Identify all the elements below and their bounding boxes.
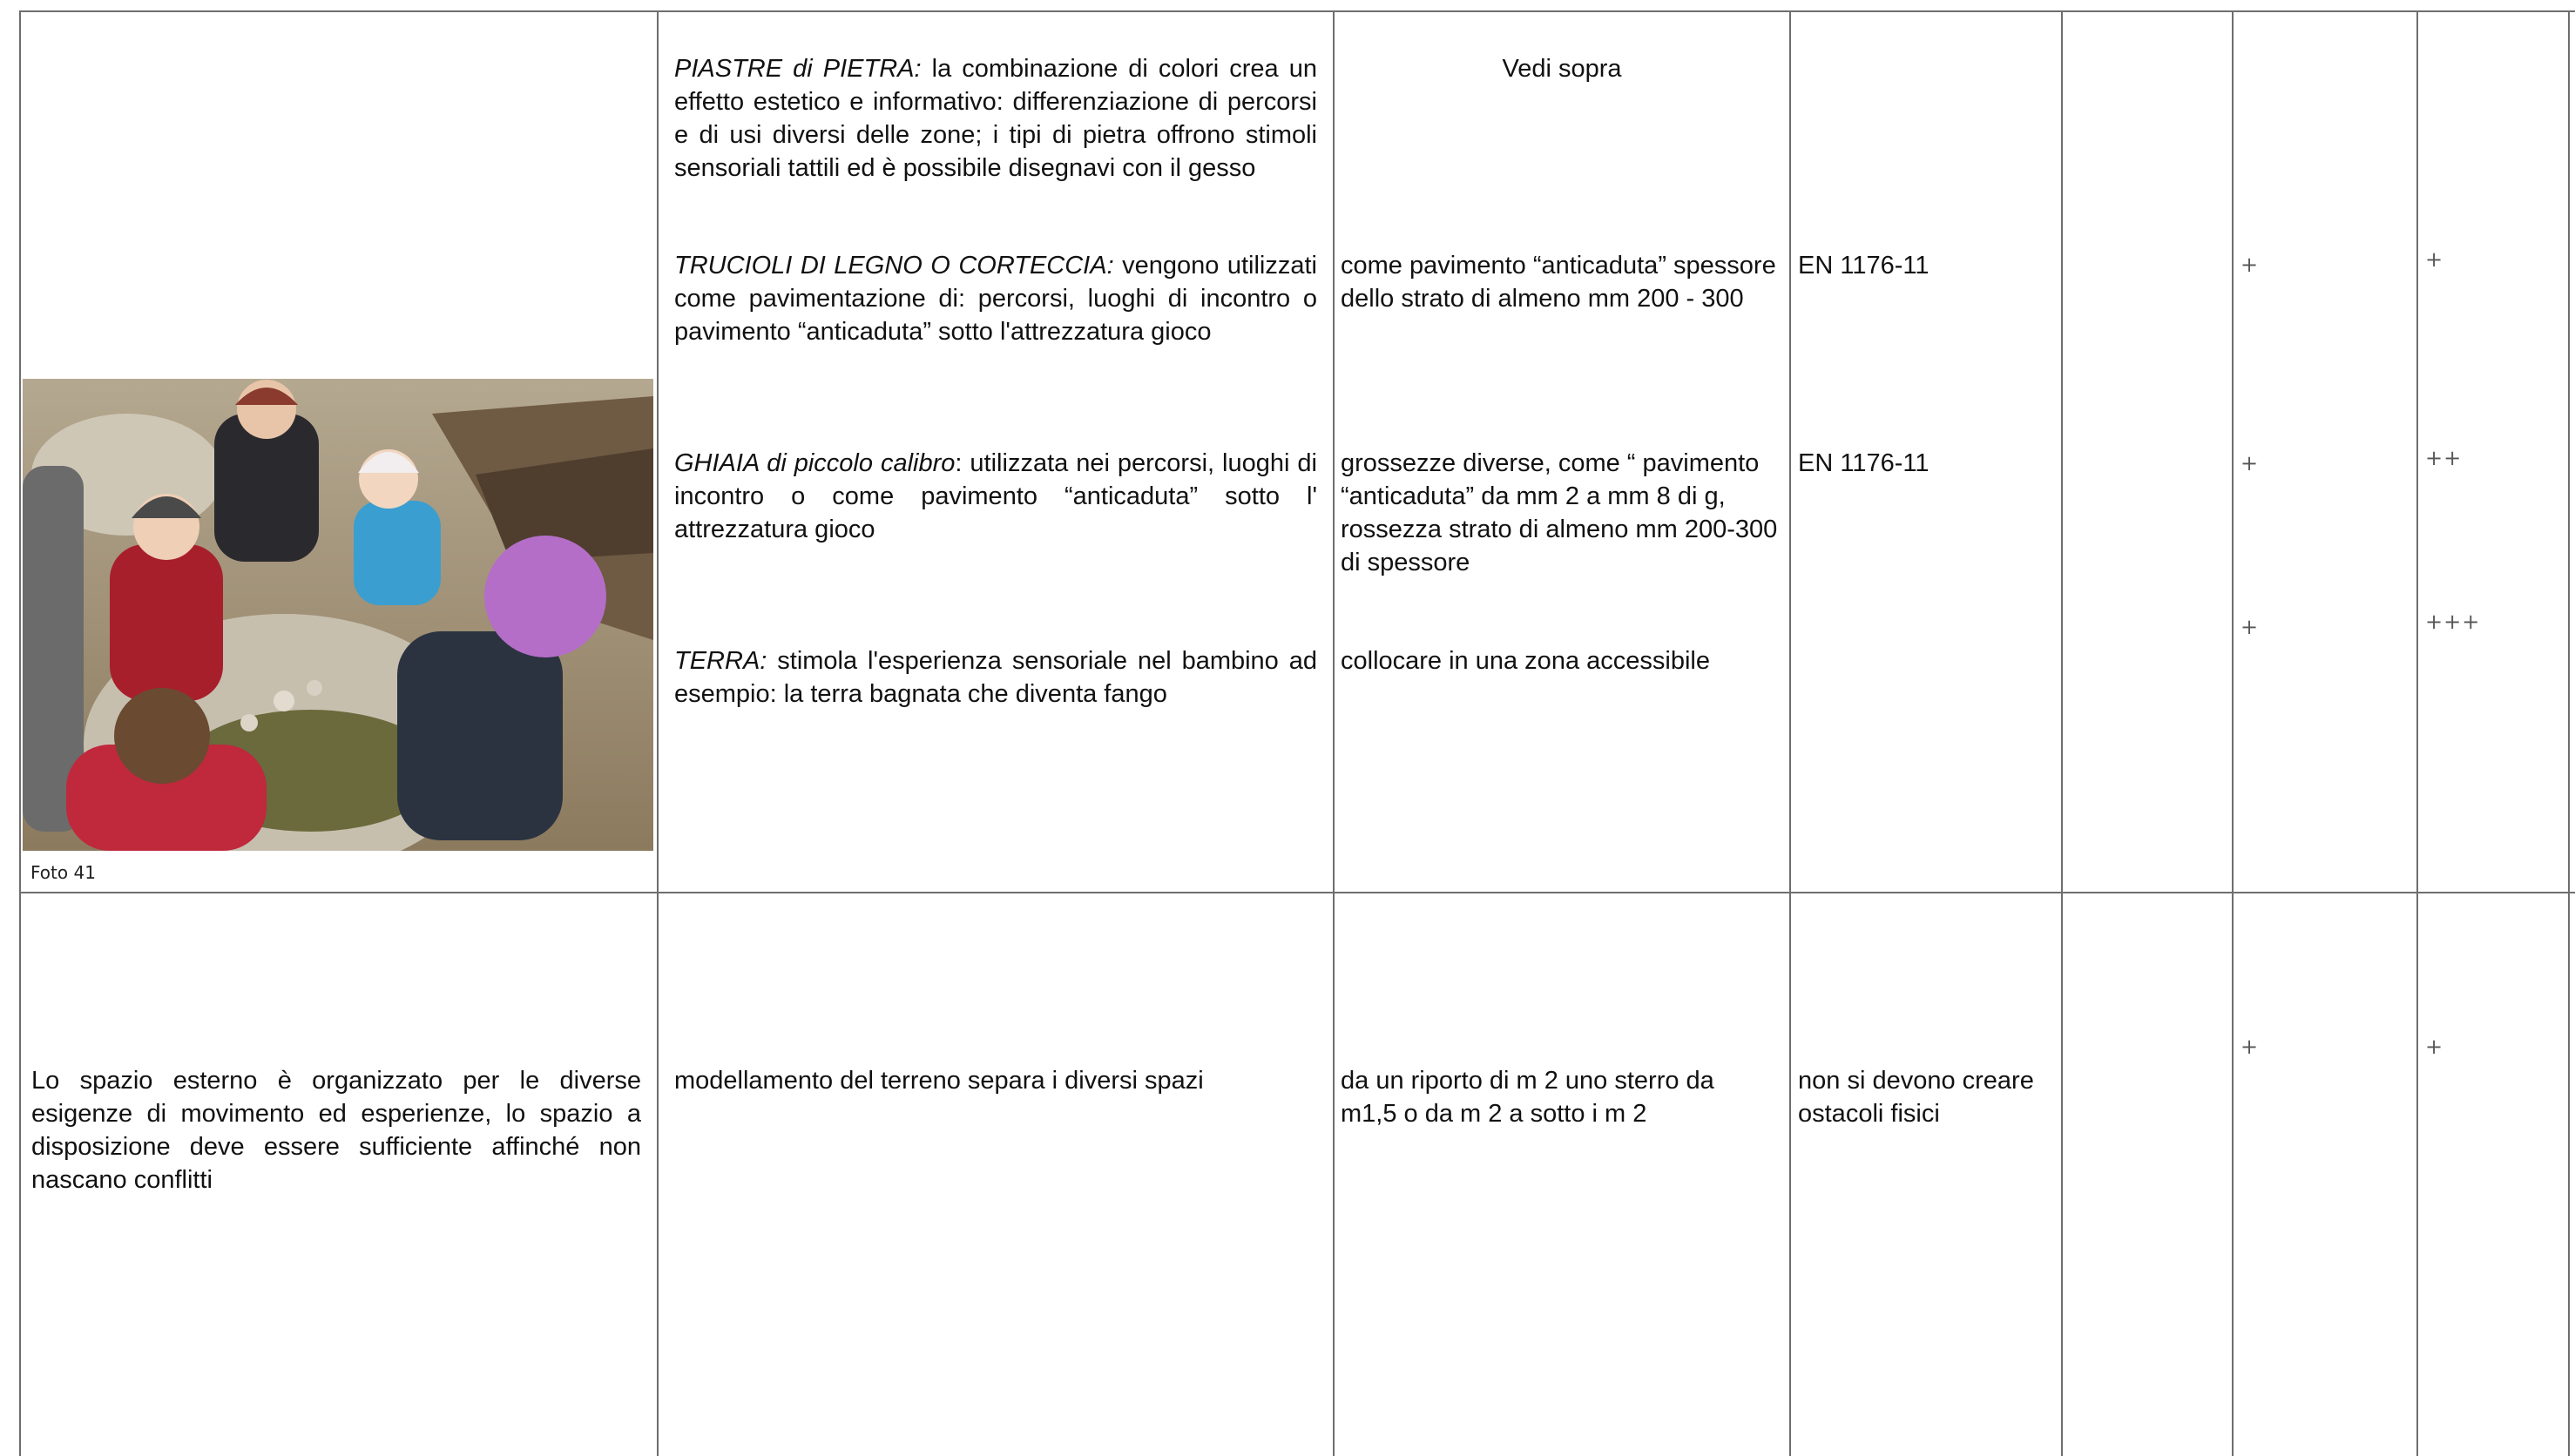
rating-mark-gravel-2: ++ — [2425, 446, 2463, 470]
row-divider — [19, 892, 2575, 893]
col-divider-2 — [1333, 10, 1335, 1456]
material-term-gravel: GHIAIA di piccolo calibro — [674, 449, 956, 477]
rating-mark-earth-1: + — [2240, 615, 2260, 639]
rating-mark-row2-1: + — [2240, 1035, 2260, 1059]
spec-gravel: grossezze diverse, come “ pavimento “anticaduta” da mm 2 a mm 8 di g, rossezza strato di almeno mm 200-300 di spessore — [1341, 449, 1778, 576]
col-divider-4 — [2061, 10, 2063, 1456]
col-divider-6 — [2416, 10, 2418, 1456]
material-description-stone-slabs: PIASTRE di PIETRA: la combinazione di colori crea un effetto estetico e informativo: differenziazione di percorsi e di usi diversi delle zone; i tipi di pietra offrono stimoli sensoriali tattili ed è possibile disegnavi con il gesso — [674, 55, 1317, 182]
children-playing-photo — [23, 379, 653, 851]
col-divider-1 — [657, 10, 659, 1456]
spec-text: da un riporto di m 2 uno sterro da m1,5 o da m 2 a sotto i m 2 — [1341, 1067, 1714, 1128]
col-divider-5 — [2232, 10, 2234, 1456]
table-top-border — [19, 10, 2575, 12]
requirement-text: Lo spazio esterno è organizzato per le diverse esigenze di movimento ed esperienze, lo spazio a disposizione deve essere sufficiente affinché non nascano conflitti — [31, 1067, 641, 1194]
material-description-earth: TERRA: stimola l'esperienza sensoriale nel bambino ad esempio: la terra bagnata che diventa fango — [674, 647, 1317, 708]
spec-stone-slabs: Vedi sopra — [1502, 55, 1622, 83]
rating-mark-wood-chips-1: + — [2240, 253, 2260, 277]
norm-text: non si devono creare ostacoli fisici — [1798, 1067, 2034, 1128]
col-border-left — [19, 10, 21, 1456]
norm-wood-chips: EN 1176-11 — [1798, 252, 1930, 280]
spec-earth: collocare in una zona accessibile — [1341, 647, 1710, 675]
spec-wood-chips: come pavimento “anticaduta” spessore dello strato di almeno mm 200 - 300 — [1341, 252, 1776, 313]
measure-text: modellamento del terreno separa i diversi spazi — [674, 1067, 1204, 1095]
photo-caption: Foto 41 — [30, 862, 96, 883]
rating-mark-gravel-1: + — [2240, 451, 2260, 475]
material-description-gravel: GHIAIA di piccolo calibro: utilizzata nei percorsi, luoghi di incontro o come pavimento “anticaduta” sotto l' attrezzatura gioco — [674, 449, 1317, 543]
rating-mark-row2-2: + — [2425, 1035, 2444, 1059]
rating-mark-wood-chips-2: + — [2425, 247, 2444, 272]
rating-mark-earth-2: +++ — [2425, 610, 2481, 634]
col-border-right — [2568, 10, 2570, 1456]
col-divider-3 — [1789, 10, 1791, 1456]
material-description-wood-chips: TRUCIOLI DI LEGNO O CORTECCIA: vengono utilizzati come pavimentazione di: percorsi, luoghi di incontro o pavimento “anticaduta” sotto l'attrezzatura gioco — [674, 252, 1317, 346]
material-term-wood-chips: TRUCIOLI DI LEGNO O CORTECCIA: — [674, 252, 1114, 280]
material-term-earth: TERRA: — [674, 647, 767, 675]
norm-gravel: EN 1176-11 — [1798, 449, 1930, 477]
material-term-stone-slabs: PIASTRE di PIETRA: — [674, 55, 922, 83]
